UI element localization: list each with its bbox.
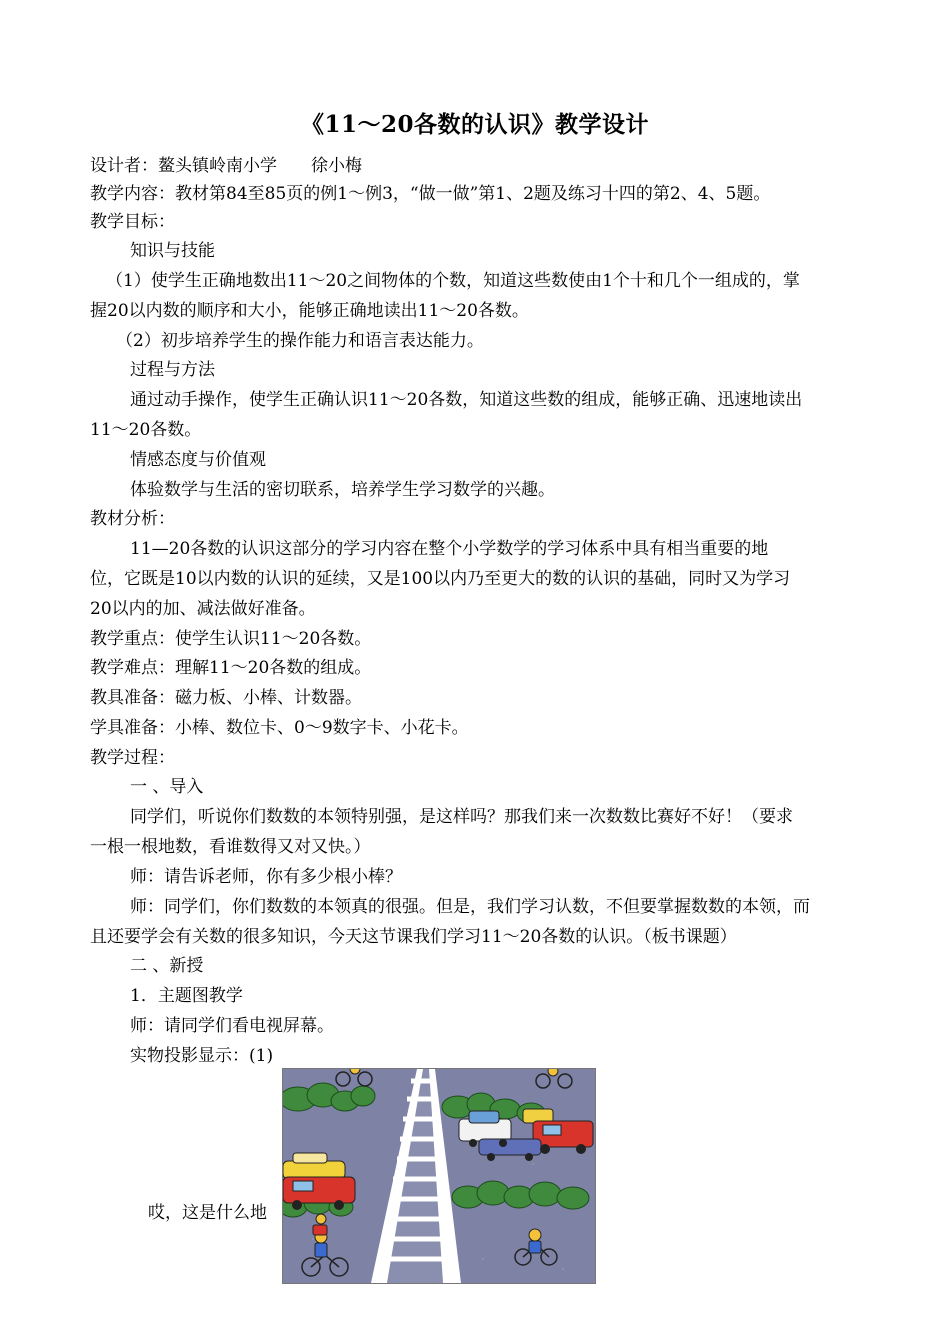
goal-2: （2）初步培养学生的操作能力和语言表达能力。	[116, 331, 484, 351]
intro-line-2: 一根一根地数，看谁数得又对又快。）	[90, 837, 371, 857]
knowledge-heading: 知识与技能	[130, 241, 215, 261]
designer-line: 设计者：鳌头镇岭南小学 徐小梅	[90, 156, 362, 176]
key-point: 教学重点：使学生认识11～20各数。	[90, 629, 372, 649]
difficult-point: 教学难点：理解11～20各数的组成。	[90, 658, 372, 678]
intro-line-1: 同学们，听说你们数数的本领特别强，是这样吗？那我们来一次数数比赛好不好！（要求	[130, 807, 793, 827]
analysis-heading: 教材分析：	[90, 509, 175, 529]
analysis-line-3: 20以内的加、减法做好准备。	[90, 599, 316, 619]
teaching-aids: 教具准备：磁力板、小棒、计数器。	[90, 688, 362, 708]
street-scene-drawing	[283, 1069, 595, 1283]
analysis-line-2: 位，它既是10以内数的认识的延续，又是100以内乃至更大的数的认识的基础，同时又为学习	[90, 569, 791, 589]
content-line: 教学内容：教材第84至85页的例1～例3，“做一做”第1、2题及练习十四的第2、4、5题。	[90, 184, 771, 204]
teacher-line-4: 师：请同学们看电视屏幕。	[130, 1016, 334, 1036]
goal-1-line-2: 握20以内数的顺序和大小，能够正确地读出11～20各数。	[90, 301, 529, 321]
subsection-1: 1．主题图教学	[130, 986, 243, 1006]
analysis-line-1: 11—20各数的认识这部分的学习内容在整个小学数学的学习体系中具有相当重要的地	[130, 539, 769, 559]
street-scene-illustration	[282, 1068, 596, 1284]
goals-heading: 教学目标：	[90, 212, 175, 232]
process-main-heading: 教学过程：	[90, 748, 175, 768]
learning-aids: 学具准备：小棒、数位卡、0～9数字卡、小花卡。	[90, 718, 469, 738]
teacher-line-2: 师：同学们，你们数数的本领真的很强。但是，我们学习认数，不但要掌握数数的本领，而	[130, 897, 810, 917]
teacher-line-3: 且还要学会有关数的很多知识，今天这节课我们学习11～20各数的认识。（板书课题）	[90, 927, 737, 947]
illustration-caption: 哎，这是什么地	[148, 1203, 267, 1223]
attitude-line: 体验数学与生活的密切联系，培养学生学习数学的兴趣。	[130, 480, 555, 500]
section-2-heading: 二 、新授	[130, 956, 204, 976]
section-1-heading: 一 、导入	[130, 777, 204, 797]
teacher-line-1: 师：请告诉老师，你有多少根小棒？	[130, 867, 402, 887]
process-line-1: 通过动手操作，使学生正确认识11～20各数，知道这些数的组成，能够正确、迅速地读出	[130, 390, 803, 410]
attitude-heading: 情感态度与价值观	[130, 450, 266, 470]
projection-line: 实物投影显示：(1)	[130, 1046, 274, 1066]
goal-1-line-1: （1）使学生正确地数出11～20之间物体的个数，知道这些数使由1个十和几个一组成的，掌	[106, 271, 800, 291]
process-heading: 过程与方法	[130, 360, 215, 380]
process-line-2: 11～20各数。	[90, 420, 202, 440]
document-title: 《11～20各数的认识》教学设计	[300, 111, 649, 138]
